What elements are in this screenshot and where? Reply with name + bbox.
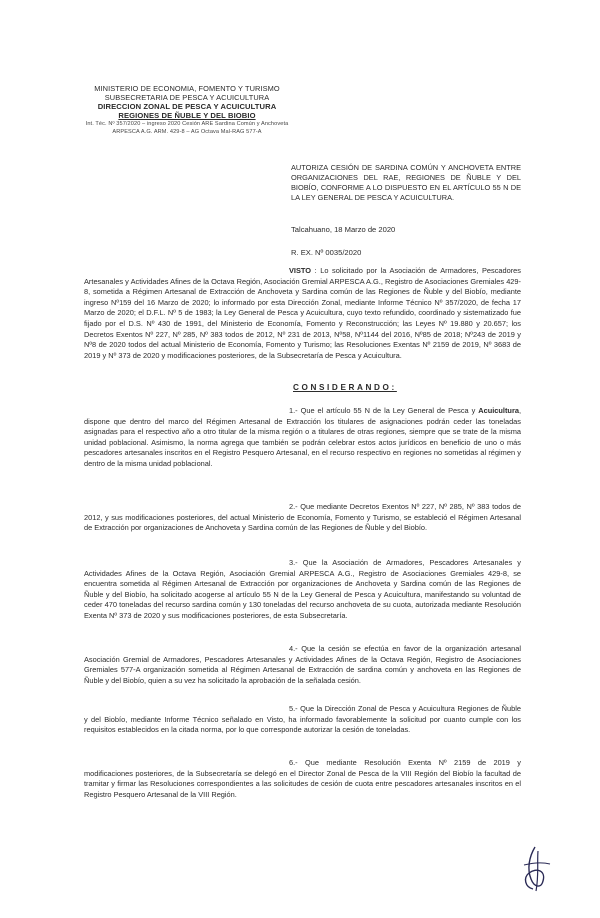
subsecretaria-line: SUBSECRETARIA DE PESCA Y ACUICULTURA [104,93,270,102]
considerando-paragraph-2: 2.- Que mediante Decretos Exentos Nº 227, Nº 285, Nº 383 todos de 2012, y sus modificaciones posteriores, del actual Ministerio de Economía, Fomento y Turismo, se estableció el Régimen Artesanal de Extracción por organizaciones de Anchoveta y Sardina común de las Regiones de Ñuble y del Biobío. [84,502,521,533]
considerando-paragraph-3: 3.- Que la Asociación de Armadores, Pescadores Artesanales y Actividades Afines de la Octava Región, Asociación Gremial ARPESCA A.G., Registro de Asociaciones Gremiales 429-8, se encuentra sometida al Régimen Artesanal de Extracción por organizaciones de Anchoveta y Sardina común de las Regiones de Ñuble y del Biobío, ha solicitado acogerse al artículo 55 N de la Ley General de Pesca y Acuicultura, manifestando su voluntad de ceder 470 toneladas del recurso sardina común y 130 toneladas del recurso anchoveta de su cuota, autorizada mediante Resolución Exenta Nº 373 de 2020 y sus modificaciones posteriores, de esta Subsecretaría. [84,558,521,620]
visto-label: VISTO [289,266,312,275]
letterhead [62,84,312,136]
place-date: Talcahuano, 18 Marzo de 2020 [291,225,396,234]
considerando-paragraph-6: 6.- Que mediante Resolución Exenta Nº 2159 de 2019 y modificaciones posteriores, de la Subsecretaría se delegó en el Director Zonal de Pesca de la VIII Región del Biobío la facultad de tramitar y firmar las Resoluciones correspondientes a las solicitudes de cesión de cuota entre pescadores artesanales inscritos en el Registro Pesquero Artesanal de la VIII Región. [84,758,521,799]
regiones-line: REGIONES DE ÑUBLE Y DEL BIOBIO [118,111,256,120]
considerando-paragraph-1: 1.- Que el artículo 55 N de la Ley General de Pesca y Acuicultura, dispone que dentro del marco del Régimen Artesanal de Extracción los titulares de asignaciones podrán ceder las toneladas asignadas para el respectivo año a otro titular de la misma región o a titulares de otras regiones, siempre que se trate de la misma unidad poblacional. Asimismo, la norma agrega que también se podrán celebrar estos actos jurídicos en beneficio de uno o más pescadores artesanales inscritos en el Registro Pesquero Artesanal, en el recurso respectivo en regiones no sometidas al régimen y dentro de la misma unidad poblacional. [84,406,521,468]
ref-line-2: ARPESCA A.G. ARM. 429-8 – AG Octava Mal-RAG 577-A [112,129,262,135]
resolution-number: R. EX. Nº 0035/2020 [291,248,362,257]
signature-icon [515,843,557,895]
considerando-heading: CONSIDERANDO: [293,383,397,392]
resolution-subject: AUTORIZA CESIÓN DE SARDINA COMÚN Y ANCHOVETA ENTRE ORGANIZACIONES DEL RAE, REGIONES DE ÑUBLE Y DEL BIOBÍO, CONFORME A LO DISPUESTO EN EL ARTÍCULO 55 N DE LA LEY GENERAL DE PESCA Y ACUICULTURA. [291,163,521,202]
ref-line-1: Int. Téc. Nº 357/2020 – ingreso 2020 Cesión ARE Sardina Común y Anchoveta [85,121,289,127]
considerando-paragraph-4: 4.- Que la cesión se efectúa en favor de la organización artesanal Asociación Gremial de Armadores, Pescadores Artesanales y Actividades Afines de la Octava Región, Registro de Asociaciones Gremiales 577-A organización sometida al Régimen Artesanal de Extracción de sardina común y anchoveta en las Regiones de Ñuble y del Biobío, quien a su vez ha solicitado la aprobación de la señalada cesión. [84,644,521,685]
direccion-zonal-line: DIRECCION ZONAL DE PESCA Y ACUICULTURA [97,102,277,111]
visto-section [84,266,521,361]
considerando-paragraph-5: 5.- Que la Dirección Zonal de Pesca y Acuicultura Regiones de Ñuble y del Biobío, mediante Informe Técnico señalado en Visto, ha informado favorablemente la solicitud por cuanto cumple con los requisitos establecidos en la citada norma, por lo que corresponde autorizar la cesión de toneladas. [84,704,521,735]
ministry-line: MINISTERIO DE ECONOMIA, FOMENTO Y TURISMO [94,84,280,93]
visto-text: : Lo solicitado por la Asociación de Armadores, Pescadores Artesanales y Actividades Afines de la Octava Región, Asociación Gremial ARPESCA A.G., Registro de Asociaciones Gremiales 429-8, sometida a Régimen Artesanal de Extracción de Anchoveta y Sardina común de las Regiones de Ñuble y del Biobío, mediante ingreso Nº159 del 16 Marzo de 2020; lo informado por esta Dirección Zonal, mediante Informe Técnico Nº 357/2020, de fecha 17 Marzo de 2020; el D.F.L. Nº 5 de 1983; la Ley General de Pesca y Acuicultura, cuyo texto refundido, coordinado y sistematizado fue fijado por el D.S. Nº 430 de 1991, del Ministerio de Economía, Fomento y Reconstrucción; las Leyes Nº 19.880 y 20.657; los Decretos Exentos Nº 227, Nº 285, Nº 383 todos de 2012, Nº 231 de 2013, Nº58, Nº1144 del 2016, Nº85 de 2018; Nº243 de 2019 y Nº8 de 2020 todos del actual Ministerio de Economía, Fomento y Turismo; las Resoluciones Exentas Nº 2159 de 2019, Nº 3683 de 2019 y Nº 373 de 2020 y modificaciones posteriores, de la Subsecretaría de Pesca y Acuicultura. [84,266,521,360]
